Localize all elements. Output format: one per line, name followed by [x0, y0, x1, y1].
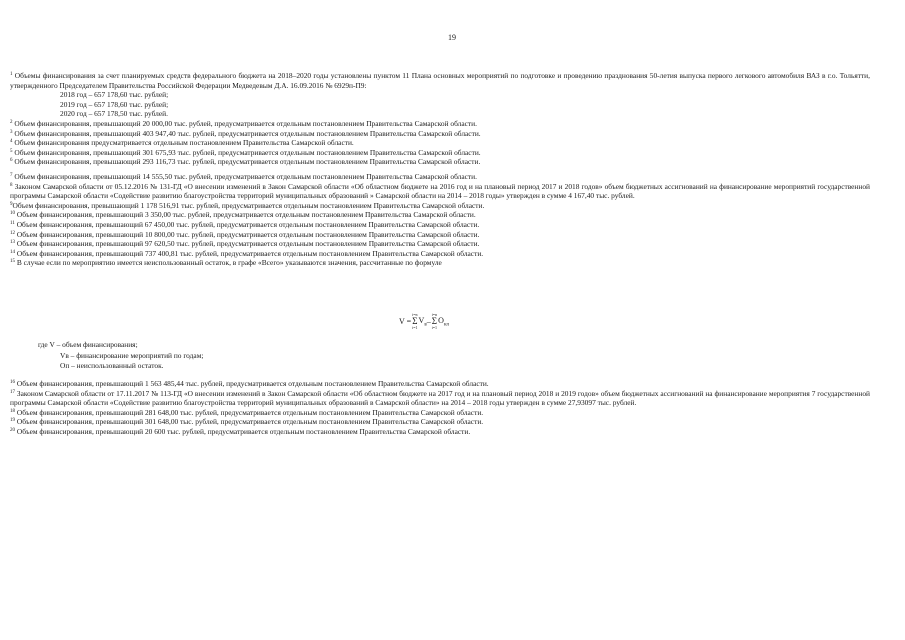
formula-term-v: $V_в$ — [418, 315, 427, 328]
footnote-text: Законом Самарской области от 05.12.2016 № 131-ГД «О внесении изменений в Закон Самарской области «Об областном бюджете на 2016 год и на плановый период 2017 и 2018 годов» объем бюджетных ассигнований на финансирование мероприятий государственной программы Самарской области «Содействие развитию благоустройства территорий муниципальных образований » Самарской области на 2014 – 2018 годы» утвержден в сумме 4 167,40 тыс. рублей. — [10, 181, 870, 201]
footnote-number: 6 — [10, 158, 13, 164]
footnote-number: 8 — [10, 182, 13, 188]
footnote-17 — [10, 389, 870, 408]
legend-v: где V – объем финансирования; — [38, 340, 138, 349]
formula-legend — [38, 340, 203, 372]
footnote-5 — [10, 148, 870, 158]
footnote-14 — [10, 249, 870, 259]
federal-year-2018: 2018 год – 657 178,60 тыс. рублей; — [60, 90, 169, 100]
footnote-20 — [10, 427, 870, 437]
sum-symbol — [412, 313, 417, 330]
formula-lhs: V = — [399, 317, 412, 326]
footnote-number: 18 — [10, 408, 15, 414]
footnote-text: Объемы финансирования за счет планируемых средств федерального бюджета на 2018–2020 годы установлены пунктом 11 Плана основных мероприятий по подготовке и проведению празднования 50-летия выпуска первого легкового автомобиля ВАЗ в г.о. Тольятти, утвержденного Председателем Правительства Российской Федерации Медведевым Д.А. 16.09.2016 № 6929п-П9: — [10, 71, 870, 90]
footnote-number: 13 — [10, 240, 15, 246]
footnote-text: В случае если по мероприятию имеется неиспользованный остаток, в графе «Всего» указываются значения, рассчитанные по формуле — [16, 258, 442, 268]
sigma-icon: Σ — [412, 316, 418, 326]
footnote-number: 17 — [10, 389, 15, 395]
footnote-13 — [10, 239, 870, 249]
footnote-number: 12 — [10, 230, 15, 236]
footnote-number: 4 — [10, 139, 13, 145]
footnote-text: Объем финансирования предусматривается отдельным постановлением Правительства Самарской области. — [14, 138, 354, 148]
footnote-text: Объем финансирования, превышающий 3 350,00 тыс. рублей, предусматривается отдельным постановлением Правительства Самарской области. — [16, 210, 476, 220]
footnote-19 — [10, 417, 870, 427]
footnote-text: Законом Самарской области от 17.11.2017 № 113-ГД «О внесении изменений в Закон Самарской области «Об областном бюджете на 2017 год и на плановый период 2018 и 2019 годов» объем бюджетных ассигнований на финансирование мероприятия 7 государственной программы Самарской области «Содействие развитию благоустройства территорий муниципальных образований в Самарской области» на 2014 – 2018 годы утвержден в сумме 27,93097 тыс. рублей. — [10, 388, 870, 408]
formula-minus: – — [426, 317, 431, 326]
page-number: 19 — [448, 33, 456, 42]
footnote-number: 1 — [10, 72, 13, 77]
footnote-text: Объем финансирования, превышающий 1 178 516,91 тыс. рублей, предусматривается отдельным постановлением Правительства Самарской области. — [12, 200, 485, 210]
footnote-15 — [10, 258, 870, 268]
sum-symbol — [432, 313, 437, 330]
footnote-text: Объем финансирования, превышающий 20 600 тыс. рублей, предусматривается отдельным постановлением Правительства Самарской области. — [16, 426, 471, 436]
footnote-number: 5 — [10, 148, 13, 154]
footnote-2 — [10, 119, 870, 129]
footnote-number: 7 — [10, 172, 13, 178]
footnote-6 — [10, 157, 870, 167]
footnote-3 — [10, 129, 870, 139]
footnote-number: 9 — [10, 201, 13, 207]
footnotes-block — [10, 71, 870, 268]
footnote-text: Объем финансирования, превышающий 737 400,81 тыс. рублей, предусматривается отдельным постановлением Правительства Самарской области. — [16, 248, 484, 258]
sum-upper-limit: i=n — [412, 312, 418, 317]
footnote-text: Объем финансирования, превышающий 301 648,00 тыс. рублей, предусматривается отдельным постановлением Правительства Самарской области. — [16, 417, 484, 427]
footnote-text: Объем финансирования, превышающий 1 563 485,44 тыс. рублей, предусматривается отдельным постановлением Правительства Самарской области. — [16, 379, 489, 388]
formula-term-o: $O_{нл}$ — [438, 315, 450, 328]
footnote-text: Объем финансирования, превышающий 10 800,00 тыс. рублей, предусматривается отдельным постановлением Правительства Самарской области. — [16, 229, 480, 239]
footnotes-block-2 — [10, 379, 870, 437]
sum-upper-limit: i=n — [431, 312, 438, 317]
footnote-text: Объем финансирования, превышающий 97 620,50 тыс. рублей, предусматривается отдельным постановлением Правительства Самарской области. — [16, 239, 480, 249]
federal-year-2019: 2019 год – 657 178,60 тыс. рублей; — [60, 99, 169, 109]
footnote-text: Объем финансирования, превышающий 67 450,00 тыс. рублей, предусматривается отдельным постановлением Правительства Самарской области. — [16, 219, 480, 229]
funding-formula — [399, 313, 449, 330]
footnote-number: 16 — [10, 380, 15, 385]
footnote-number: 19 — [10, 418, 15, 424]
footnote-18 — [10, 408, 870, 418]
footnote-text: Объем финансирования, превышающий 403 947,40 тыс. рублей, предусматривается отдельным постановлением Правительства Самарской области. — [14, 128, 481, 138]
footnote-text: Объем финансирования, превышающий 281 648,00 тыс. рублей, предусматривается отдельным постановлением Правительства Самарской области. — [16, 407, 484, 417]
footnote-4 — [10, 138, 870, 148]
footnote-16 — [10, 379, 870, 389]
footnote-text: Объем финансирования, превышающий 20 000,00 тыс. рублей, предусматривается отдельным постановлением Правительства Самарской области. — [14, 118, 477, 128]
legend-vv: Vв – финансирование мероприятий по годам; — [60, 350, 204, 360]
sum-lower-limit: i=1 — [412, 325, 418, 330]
footnote-8 — [10, 182, 870, 201]
footnote-text: Объем финансирования, превышающий 14 555,50 тыс. рублей, предусматривается отдельным постановлением Правительства Самарской области. — [14, 171, 477, 181]
sigma-icon: Σ — [431, 316, 437, 326]
footnote-1 — [10, 71, 870, 90]
footnote-number: 3 — [10, 129, 13, 135]
sum-lower-limit: i=1 — [431, 325, 438, 330]
federal-year-2020: 2020 год – 657 178,50 тыс. рублей. — [60, 109, 168, 119]
footnote-10 — [10, 210, 870, 220]
footnote-7 — [10, 172, 870, 182]
footnote-number: 10 — [10, 211, 15, 217]
footnote-text: Объем финансирования, превышающий 301 675,93 тыс. рублей, предусматривается отдельным постановлением Правительства Самарской области. — [14, 147, 481, 157]
footnote-number: 15 — [10, 259, 15, 265]
footnote-number: 14 — [10, 249, 15, 255]
footnote-11 — [10, 220, 870, 230]
footnote-12 — [10, 230, 870, 240]
footnote-number: 11 — [10, 220, 15, 226]
footnote-text: Объем финансирования, превышающий 293 116,73 тыс. рублей, предусматривается отдельным постановлением Правительства Самарской области. — [14, 157, 481, 167]
footnote-number: 2 — [10, 119, 13, 125]
legend-op: Оп – неиспользованный остаток. — [60, 361, 164, 370]
footnote-number: 20 — [10, 427, 15, 433]
footnote-9 — [10, 201, 870, 211]
